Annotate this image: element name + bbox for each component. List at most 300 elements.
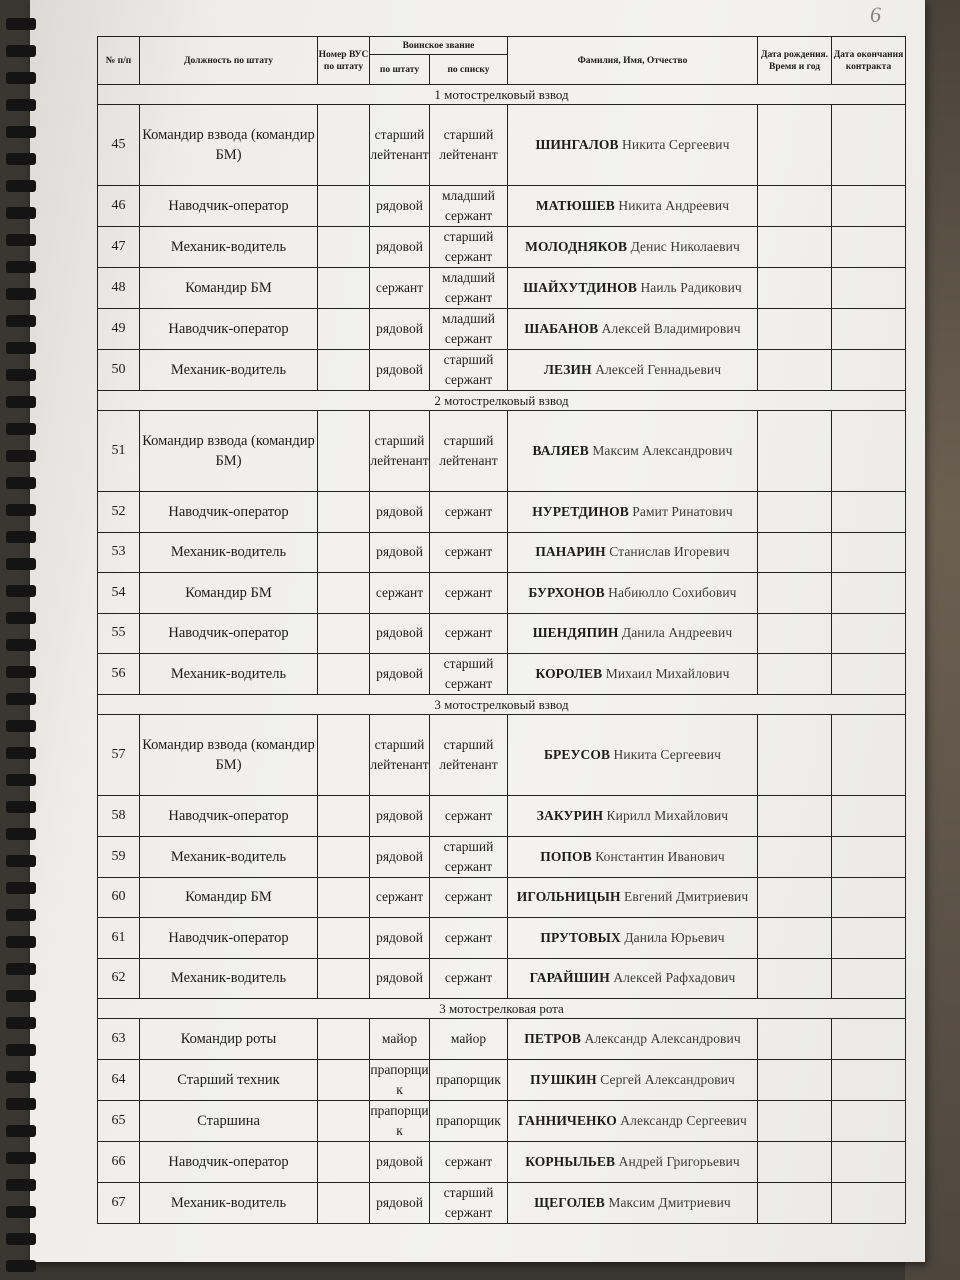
rank-list-cell: старший сержант [430,1183,508,1224]
full-name-cell [508,227,758,268]
binding-ring [6,1206,36,1218]
birth-date-cell [758,654,832,695]
given-names: Евгений Дмитриевич [624,889,749,905]
rank-list-cell: старший сержант [430,227,508,268]
given-names: Михаил Михайлович [605,666,730,681]
personnel-roster-table [97,36,906,1224]
binding-ring [6,18,36,30]
full-name-cell [508,1183,758,1224]
section-title: 2 мотострелковый взвод [98,391,906,411]
vus-cell [318,796,370,837]
birth-date-cell [758,268,832,309]
binding-ring [6,747,36,759]
row-number: 46 [98,186,140,227]
rank-staff-cell: рядовой [370,836,430,877]
binding-ring [6,693,36,705]
birth-date-cell [758,1142,832,1183]
position-cell: Механик-водитель [140,958,318,999]
vus-cell [318,268,370,309]
contract-end-cell [832,836,906,877]
row-number: 52 [98,492,140,533]
full-name-cell [508,877,758,918]
row-number: 65 [98,1101,140,1142]
given-names: Рамит Ринатович [632,503,733,519]
table-row [98,1019,906,1060]
table-row [98,105,906,186]
rank-list-cell: сержант [430,877,508,918]
binding-ring [6,315,36,327]
page-number: 6 [870,2,881,27]
rank-list-cell: сержант [430,958,508,999]
birth-date-cell [758,715,832,796]
binding-ring [6,936,36,948]
given-names: Алексей Рафхадович [613,970,736,986]
position-cell: Наводчик-оператор [140,918,318,959]
given-names: Максим Дмитриевич [608,1195,731,1210]
table-row [98,918,906,959]
position-cell: Командир БМ [140,573,318,614]
binding-ring [6,855,36,867]
birth-date-cell [758,492,832,533]
table-row [98,350,906,391]
full-name-cell [508,1019,758,1060]
surname: ВАЛЯЕВ [532,443,589,458]
rank-list-cell: прапорщик [430,1060,508,1101]
rank-staff-cell: рядовой [370,227,430,268]
binding-ring [6,1044,36,1056]
position-cell: Командир взвода (командир БМ) [140,105,318,186]
given-names: Кирилл Михайлович [606,807,729,823]
binding-ring [6,261,36,273]
section-title: 3 мотострелковый взвод [98,695,906,715]
full-name-cell [508,918,758,959]
binding-ring [6,720,36,732]
header-birth: Дата рождения. Время и год [758,37,832,85]
header-num: № п/п [98,37,140,85]
surname: НУРЕТДИНОВ [532,503,629,519]
position-cell: Наводчик-оператор [140,309,318,350]
contract-end-cell [832,958,906,999]
birth-date-cell [758,796,832,837]
binding-ring [6,504,36,516]
position-cell: Командир взвода (командир БМ) [140,715,318,796]
binding-ring [6,612,36,624]
given-names: Денис Николаевич [630,239,740,254]
binding-ring [6,558,36,570]
vus-cell [318,532,370,573]
binding-ring [6,396,36,408]
table-row [98,958,906,999]
table-row [98,715,906,796]
position-cell: Наводчик-оператор [140,796,318,837]
position-cell: Механик-водитель [140,836,318,877]
surname: ЗАКУРИН [536,807,604,823]
row-number: 55 [98,613,140,654]
spiral-binding [0,0,44,1280]
surname: БРЕУСОВ [544,747,611,762]
rank-staff-cell: рядовой [370,309,430,350]
table-body [98,85,906,1224]
birth-date-cell [758,613,832,654]
section-row [98,695,906,715]
rank-staff-cell: рядовой [370,958,430,999]
position-cell: Наводчик-оператор [140,492,318,533]
birth-date-cell [758,1060,832,1101]
binding-ring [6,288,36,300]
full-name-cell [508,350,758,391]
row-number: 60 [98,877,140,918]
binding-ring [6,531,36,543]
header-rank-staff: по штату [370,55,430,85]
table-row [98,1183,906,1224]
rank-staff-cell: рядовой [370,654,430,695]
surname: ИГОЛЬНИЦЫН [516,889,621,905]
vus-cell [318,918,370,959]
rank-staff-cell: рядовой [370,1183,430,1224]
table-row [98,186,906,227]
binding-ring [6,1071,36,1083]
birth-date-cell [758,1101,832,1142]
table-row [98,532,906,573]
row-number: 51 [98,411,140,492]
rank-list-cell: старший лейтенант [430,105,508,186]
rank-list-cell: старший сержант [430,836,508,877]
vus-cell [318,573,370,614]
rank-list-cell: сержант [430,613,508,654]
binding-ring [6,639,36,651]
binding-ring [6,1017,36,1029]
full-name-cell [508,309,758,350]
rank-staff-cell: рядовой [370,350,430,391]
binding-ring [6,72,36,84]
binding-ring [6,207,36,219]
full-name-cell [508,796,758,837]
rank-staff-cell: сержант [370,877,430,918]
surname: ГАННИЧЕНКО [518,1113,617,1128]
binding-ring [6,126,36,138]
binding-ring [6,585,36,597]
rank-list-cell: сержант [430,918,508,959]
given-names: Александр Александрович [584,1031,741,1046]
row-number: 49 [98,309,140,350]
rank-list-cell: старший сержант [430,654,508,695]
contract-end-cell [832,877,906,918]
contract-end-cell [832,613,906,654]
table-row [98,573,906,614]
contract-end-cell [832,105,906,186]
contract-end-cell [832,186,906,227]
given-names: Наиль Радикович [640,280,742,295]
table-row [98,877,906,918]
section-row [98,85,906,105]
position-cell: Механик-водитель [140,654,318,695]
vus-cell [318,492,370,533]
contract-end-cell [832,1060,906,1101]
table-row [98,1060,906,1101]
vus-cell [318,715,370,796]
vus-cell [318,958,370,999]
given-names: Сергей Александрович [600,1072,735,1087]
rank-staff-cell: сержант [370,573,430,614]
vus-cell [318,877,370,918]
binding-ring [6,369,36,381]
birth-date-cell [758,105,832,186]
surname: ПОПОВ [540,848,592,864]
contract-end-cell [832,492,906,533]
given-names: Данила Юрьевич [624,929,725,945]
given-names: Андрей Григорьевич [618,1154,740,1169]
surname: ЩЕГОЛЕВ [534,1195,605,1210]
surname: ПАНАРИН [535,544,606,560]
birth-date-cell [758,877,832,918]
binding-ring [6,774,36,786]
position-cell: Механик-водитель [140,350,318,391]
binding-ring [6,1125,36,1137]
rank-staff-cell: старший лейтенант [370,715,430,796]
rank-list-cell: сержант [430,1142,508,1183]
binding-ring [6,423,36,435]
birth-date-cell [758,532,832,573]
position-cell: Старший техник [140,1060,318,1101]
full-name-cell [508,411,758,492]
surname: ШАБАНОВ [524,321,599,336]
table-row [98,268,906,309]
surname: КОРНЫЛЬЕВ [525,1154,616,1169]
surname: ГАРАЙШИН [529,970,610,986]
position-cell: Старшина [140,1101,318,1142]
rank-staff-cell: рядовой [370,613,430,654]
row-number: 48 [98,268,140,309]
table-row [98,309,906,350]
contract-end-cell [832,796,906,837]
vus-cell [318,654,370,695]
row-number: 57 [98,715,140,796]
birth-date-cell [758,1183,832,1224]
rank-list-cell: сержант [430,796,508,837]
birth-date-cell [758,958,832,999]
contract-end-cell [832,654,906,695]
rank-list-cell: прапорщик [430,1101,508,1142]
full-name-cell [508,613,758,654]
header-name: Фамилия, Имя, Отчество [508,37,758,85]
given-names: Станислав Игоревич [609,544,730,560]
full-name-cell [508,1101,758,1142]
rank-list-cell: старший лейтенант [430,715,508,796]
birth-date-cell [758,836,832,877]
table-row [98,654,906,695]
contract-end-cell [832,1142,906,1183]
header-vus: Номер ВУС по штату [318,37,370,85]
vus-cell [318,1142,370,1183]
vus-cell [318,411,370,492]
given-names: Максим Александрович [592,443,733,458]
full-name-cell [508,105,758,186]
birth-date-cell [758,918,832,959]
surname: ШИНГАЛОВ [535,137,619,152]
table-header [98,37,906,85]
birth-date-cell [758,573,832,614]
row-number: 67 [98,1183,140,1224]
contract-end-cell [832,532,906,573]
binding-ring [6,1233,36,1245]
rank-list-cell: майор [430,1019,508,1060]
rank-staff-cell: рядовой [370,1142,430,1183]
row-number: 56 [98,654,140,695]
row-number: 64 [98,1060,140,1101]
position-cell: Механик-водитель [140,1183,318,1224]
surname: ШАЙХУТДИНОВ [523,280,637,295]
header-position: Должность по штату [140,37,318,85]
vus-cell [318,613,370,654]
birth-date-cell [758,309,832,350]
rank-staff-cell: старший лейтенант [370,411,430,492]
position-cell: Механик-водитель [140,227,318,268]
section-row [98,999,906,1019]
binding-ring [6,828,36,840]
position-cell: Командир роты [140,1019,318,1060]
position-cell: Командир БМ [140,268,318,309]
surname: МОЛОДНЯКОВ [525,239,628,254]
binding-ring [6,342,36,354]
rank-list-cell: младший сержант [430,309,508,350]
surname: КОРОЛЕВ [535,666,603,681]
contract-end-cell [832,411,906,492]
contract-end-cell [832,573,906,614]
full-name-cell [508,186,758,227]
contract-end-cell [832,227,906,268]
rank-list-cell: сержант [430,532,508,573]
given-names: Данила Андреевич [621,625,733,641]
rank-staff-cell: рядовой [370,492,430,533]
contract-end-cell [832,1101,906,1142]
rank-staff-cell: рядовой [370,186,430,227]
given-names: Алексей Владимирович [601,321,741,336]
position-cell: Наводчик-оператор [140,1142,318,1183]
table-row [98,411,906,492]
table-row [98,227,906,268]
vus-cell [318,1019,370,1060]
vus-cell [318,1183,370,1224]
full-name-cell [508,654,758,695]
vus-cell [318,105,370,186]
binding-ring [6,990,36,1002]
position-cell: Наводчик-оператор [140,613,318,654]
full-name-cell [508,573,758,614]
birth-date-cell [758,227,832,268]
position-cell: Командир взвода (командир БМ) [140,411,318,492]
rank-list-cell: старший лейтенант [430,411,508,492]
binding-ring [6,45,36,57]
vus-cell [318,1060,370,1101]
given-names: Константин Иванович [595,848,725,864]
position-cell: Командир БМ [140,877,318,918]
rank-list-cell: старший сержант [430,350,508,391]
surname: ЛЕЗИН [543,362,592,377]
position-cell: Наводчик-оператор [140,186,318,227]
row-number: 59 [98,836,140,877]
position-cell: Механик-водитель [140,532,318,573]
contract-end-cell [832,715,906,796]
given-names: Набиюлло Сохибович [608,584,737,600]
section-title: 3 мотострелковая рота [98,999,906,1019]
surname: ПУШКИН [530,1072,597,1087]
binding-ring [6,909,36,921]
full-name-cell [508,836,758,877]
binding-ring [6,450,36,462]
row-number: 62 [98,958,140,999]
binding-ring [6,1260,36,1272]
full-name-cell [508,1060,758,1101]
binding-ring [6,882,36,894]
rank-list-cell: сержант [430,492,508,533]
table-row [98,492,906,533]
surname: ПРУТОВЫХ [540,929,621,945]
birth-date-cell [758,350,832,391]
binding-ring [6,963,36,975]
surname: ШЕНДЯПИН [532,625,619,641]
full-name-cell [508,532,758,573]
binding-ring [6,99,36,111]
full-name-cell [508,492,758,533]
row-number: 45 [98,105,140,186]
birth-date-cell [758,1019,832,1060]
row-number: 61 [98,918,140,959]
rank-staff-cell: прапорщик [370,1101,430,1142]
row-number: 63 [98,1019,140,1060]
header-rank-list: по списку [430,55,508,85]
binding-ring [6,666,36,678]
vus-cell [318,350,370,391]
vus-cell [318,836,370,877]
surname: МАТЮШЕВ [535,198,615,213]
binding-ring [6,477,36,489]
rank-staff-cell: прапорщик [370,1060,430,1101]
rank-list-cell: младший сержант [430,186,508,227]
contract-end-cell [832,350,906,391]
given-names: Алексей Геннадьевич [595,362,722,377]
vus-cell [318,227,370,268]
given-names: Никита Андреевич [618,198,730,213]
contract-end-cell [832,268,906,309]
full-name-cell [508,715,758,796]
birth-date-cell [758,186,832,227]
binding-ring [6,1152,36,1164]
rank-list-cell: младший сержант [430,268,508,309]
contract-end-cell [832,918,906,959]
binding-ring [6,801,36,813]
binding-ring [6,1179,36,1191]
row-number: 66 [98,1142,140,1183]
table-row [98,1142,906,1183]
row-number: 53 [98,532,140,573]
rank-staff-cell: майор [370,1019,430,1060]
full-name-cell [508,268,758,309]
contract-end-cell [832,309,906,350]
row-number: 50 [98,350,140,391]
contract-end-cell [832,1019,906,1060]
full-name-cell [508,958,758,999]
surname: БУРХОНОВ [528,584,605,600]
vus-cell [318,186,370,227]
vus-cell [318,1101,370,1142]
contract-end-cell [832,1183,906,1224]
full-name-cell [508,1142,758,1183]
given-names: Александр Сергеевич [620,1113,747,1128]
rank-staff-cell: сержант [370,268,430,309]
binding-ring [6,234,36,246]
header-rank-group: Воинское звание [370,37,508,55]
binding-ring [6,1098,36,1110]
